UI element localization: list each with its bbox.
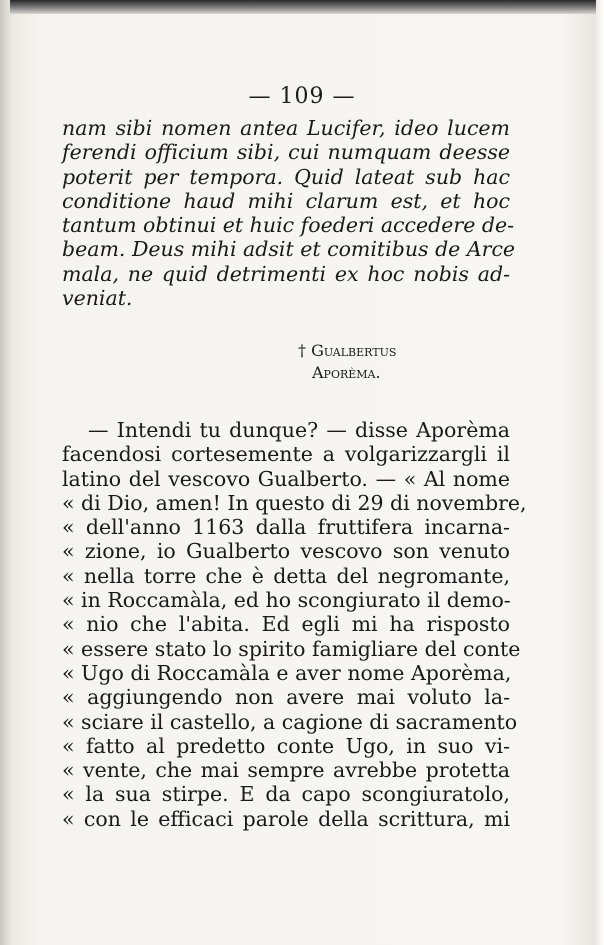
page-right-edge [596, 0, 604, 945]
page-left-edge [0, 0, 10, 945]
latin-line: beam. Deus mihi adsit et comitibus de Arce [62, 237, 516, 262]
body-line: « fatto al predetto conte Ugo, in suo vi- [62, 733, 510, 758]
body-line: facendosi cortesemente a volgarizzargli il [62, 442, 510, 467]
latin-line: poterit per tempora. Quid lateat sub hac [62, 164, 510, 189]
latin-line: ferendi officium sibi, cui numquam deesse [62, 140, 510, 165]
body-line: « con le efficaci parole della scrittura, mi [62, 806, 510, 831]
page-number: — 109 — [248, 84, 356, 109]
body-line: latino del vescovo Gualberto. — « Al nome [62, 466, 510, 491]
body-line: « di Dio, amen! In questo di 29 di novembre, [62, 490, 527, 515]
latin-line: tantum obtinui et huic foederi accedere de- [62, 213, 515, 238]
body-line: « nella torre che è detta del negromante, [62, 563, 510, 588]
latin-line: veniat. [62, 286, 133, 311]
body-line: « la sua stirpe. E da capo scongiuratolo, [62, 782, 510, 807]
body-line: « Ugo di Roccamàla e aver nome Aporèma, [62, 660, 512, 685]
signature-name-second: Aporèma. [312, 363, 381, 382]
body-line: — Intendi tu dunque? — disse Aporèma [88, 418, 510, 442]
latin-line: conditione haud mihi clarum est, et hoc [62, 188, 510, 213]
page-top-edge [0, 0, 604, 14]
latin-passage [62, 116, 516, 311]
body-line: « zione, io Gualberto vescovo son venuto [62, 539, 510, 564]
signature-name: † Gualbertus [298, 341, 397, 360]
body-line: « dell'anno 1163 dalla fruttifera incarna- [62, 515, 510, 540]
latin-line: nam sibi nomen antea Lucifer, ideo lucem [62, 116, 510, 140]
body-line: « aggiungendo non avere mai voluto la- [62, 685, 510, 710]
body-line: « nio che l'abita. Ed egli mi ha risposto [62, 612, 510, 637]
latin-line: mala, ne quid detrimenti ex hoc nobis ad- [62, 261, 510, 286]
body-line: « sciare il castello, a cagione di sacramento [62, 709, 518, 734]
body-line: « essere stato lo spirito famigliare del conte [62, 636, 521, 661]
italian-passage [62, 418, 527, 831]
body-line: « vente, che mai sempre avrebbe protetta [62, 758, 510, 783]
body-line: « in Roccamàla, ed ho scongiurato il demo- [62, 588, 511, 613]
